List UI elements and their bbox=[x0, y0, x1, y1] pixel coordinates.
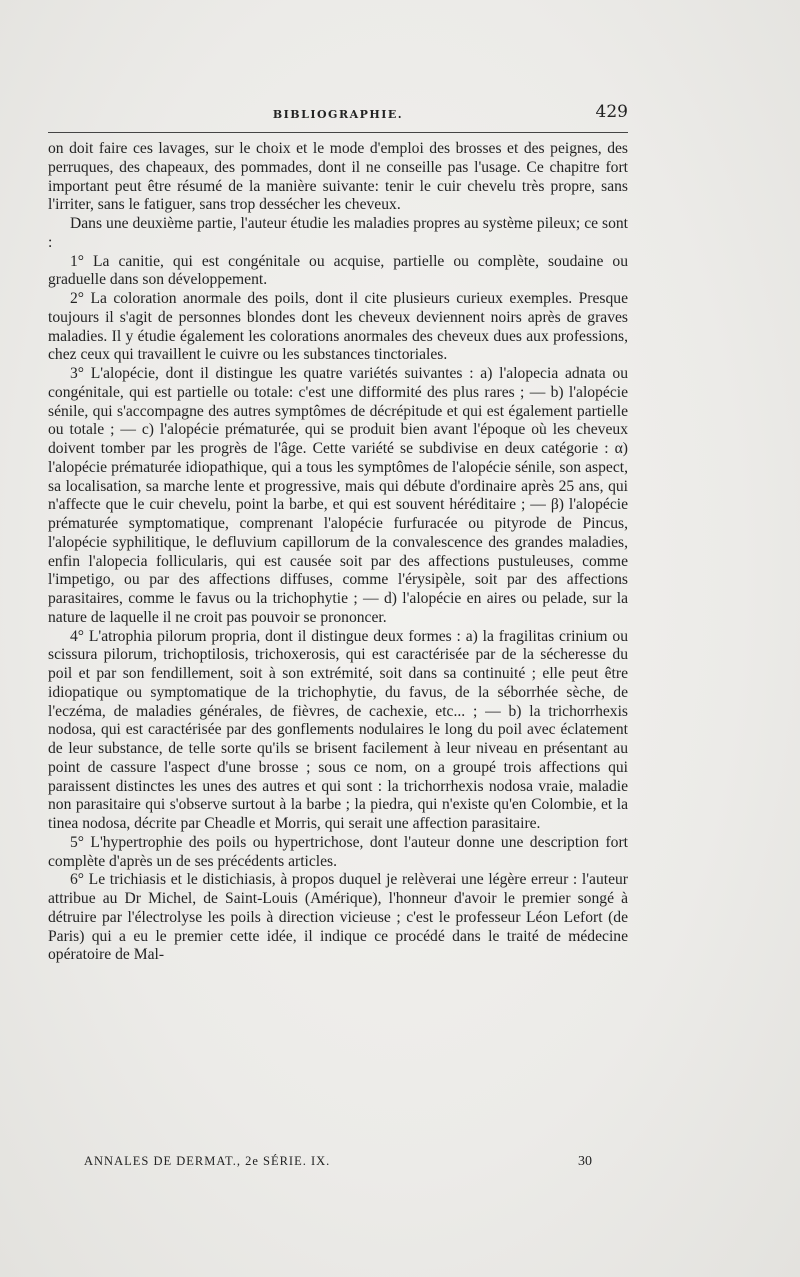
page-header bbox=[48, 100, 628, 128]
paragraph-continuation: on doit faire ces lavages, sur le choix et le mode d'emploi des brosses et des peignes, des perruques, des chapeaux, des pommades, dont il ne conseille pas l'usage. Ce chapitre fort important peut être résumé de la manière suivante: tenir le cuir chevelu très propre, sans l'irriter, sans le fatiguer, sans trop dessécher les cheveux. bbox=[48, 140, 628, 214]
paragraph-second-part: Dans une deuxième partie, l'auteur étudie les maladies propres au système pileux; ce sont : bbox=[48, 215, 628, 251]
paragraph-coloration: 2° La coloration anormale des poils, dont il cite plusieurs curieux exemples. Presque toujours il s'agit de personnes blondes dont les cheveux deviennent noirs après de graves maladies. Il y étudie également les colorations anormales des cheveux dues aux professions, chez ceux qui travaillent le cuivre ou les substances tinctoriales. bbox=[48, 290, 628, 364]
running-title: BIBLIOGRAPHIE. bbox=[272, 108, 404, 121]
sheet-number: 30 bbox=[578, 1154, 592, 1169]
paragraph-hypertrophie: 5° L'hypertrophie des poils ou hypertrichose, dont l'auteur donne une description fort complète d'après un de ses précédents articles. bbox=[48, 833, 628, 870]
body-text bbox=[48, 140, 628, 965]
page-number: 429 bbox=[595, 102, 628, 122]
journal-signature: ANNALES DE DERMAT., 2e SÉRIE. IX. bbox=[84, 1154, 331, 1168]
paragraph-atrophia: 4° L'atrophia pilorum propria, dont il distingue deux formes : a) la fragilitas crinium ou scissura pilorum, trichoptilosis, trichoxerosis, qui est caractérisée par de la sécheresse du poil et par son fendillement, soit à son extrémité, soit dans sa continuité ; elle peut être idiopatique ou symptomatique de la trichophytie, du favus, de la séborrhée sèche, de l'eczéma, de maladies générales, de fièvres, de cachexie, etc... ; — b) la trichorrhexis nodosa, qui est caractérisée par des gonflements nodulaires le long du poil avec éclatement de leur substance, de telle sorte qu'ils se brisent facilement à leur niveau en présentant au point de cassure l'aspect d'une brosse ; sous ce nom, on a groupé trois affections qui paraissent distinctes les unes des autres et qui sont : la trichorrhexis nodosa vraie, maladie non parasitaire qui s'observe surtout à la barbe ; la piedra, qui n'existe qu'en Colombie, et la tinea nodosa, décrite par Cheadle et Morris, qui serait une affection parasitaire. bbox=[48, 627, 628, 832]
paragraph-canitie: 1° La canitie, qui est congénitale ou acquise, partielle ou complète, soudaine ou graduelle dans son développement. bbox=[48, 252, 628, 289]
page-footer bbox=[48, 1154, 628, 1174]
header-rule bbox=[48, 132, 628, 133]
paragraph-alopecie: 3° L'alopécie, dont il distingue les quatre variétés suivantes : a) l'alopecia adnata ou congénitale, qui est partielle ou totale: c'est une difformité des plus rares ; — b) l'alopécie sénile, qui s'accompagne des autres symptômes de décrépitude et qui est également partielle ou totale ; — c) l'alopécie prématurée, qui se produit bien avant l'époque où les cheveux doivent tomber par les progrès de l'âge. Cette variété se subdivise en deux catégorie : α) l'alopécie prématurée idiopathique, qui a tous les symptômes de l'alopécie sénile, son aspect, sa localisation, sa marche lente et progressive, mais qui débute d'ordinaire après 25 ans, qui n'affecte que le cuir chevelu, point la barbe, et qui est souvent héréditaire ; — β) l'alopécie prématurée symptomatique, comprenant l'alopécie furfuracée ou pityrode de Pincus, l'alopécie syphilitique, le defluvium capillorum de la convalescence des grandes maladies, enfin l'alopecia follicularis, qui est causée soit par des affections pustuleuses, comme l'impetigo, ou par des affections diffuses, comme l'érysipèle, soit par des affections parasitaires, comme le favus ou la trichophytie ; — d) l'alopécie en aires ou pelade, sur la nature de laquelle il ne croit pas pouvoir se prononcer. bbox=[48, 365, 628, 626]
paragraph-trichiasis: 6° Le trichiasis et le distichiasis, à propos duquel je relèverai une légère erreur : l'auteur attribue au Dr Michel, de Saint-Louis (Amérique), l'honneur d'avoir le premier songé à détruire par l'électrolyse les poils à direction vicieuse ; c'est le professeur Léon Lefort (de Paris) qui a eu le premier cette idée, il indique ce procédé dans le traité de médecine opératoire de Mal- bbox=[48, 871, 628, 964]
